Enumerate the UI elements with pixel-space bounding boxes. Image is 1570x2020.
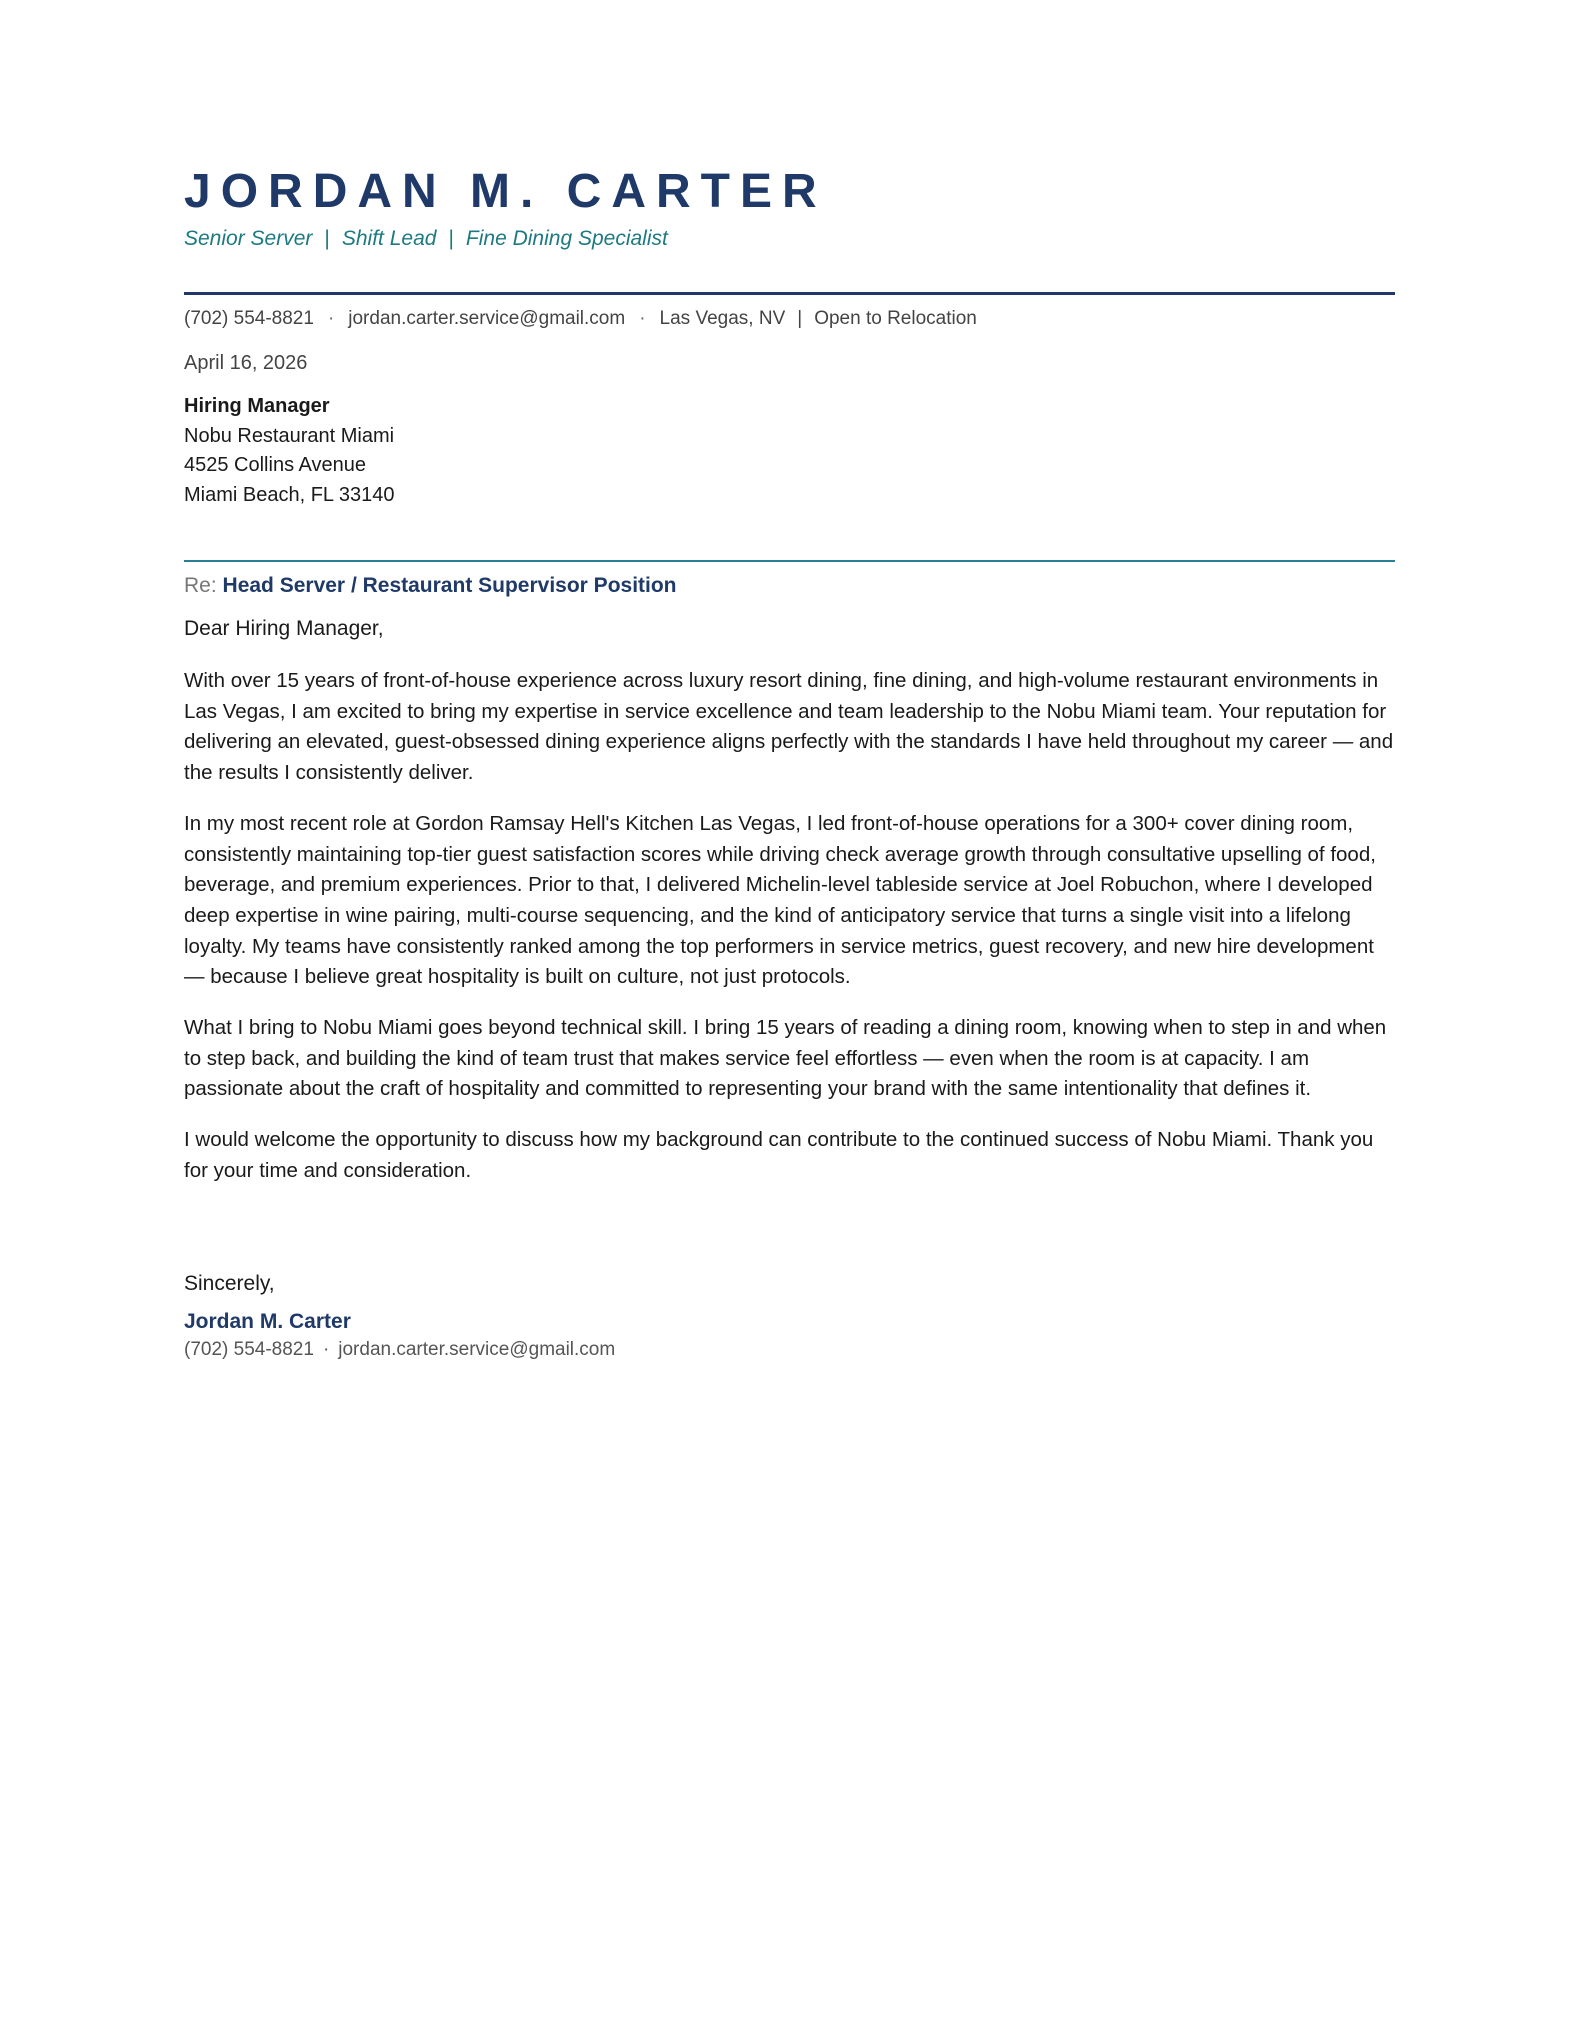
signature-name: Jordan M. Carter (184, 1310, 351, 1333)
title-2: Shift Lead (341, 227, 437, 250)
contact-email: jordan.carter.service@gmail.com (348, 308, 626, 329)
body-paragraph-2: In my most recent role at Gordon Ramsay Hell's Kitchen Las Vegas, I led front-of-house operations for a 300+ cover dining room, consistently maintaining top-tier guest satisfaction scores while driving check average growth through consultative upselling of food, beverage, and premium experiences. Prior to that, I delivered Michelin-level tableside service at Joel Robuchon, where I developed deep expertise in wine pairing, multi-course sequencing, and the kind of anticipatory service that turns a single visit into a lifelong loyalty. My teams have consistently ranked among the top performers in service metrics, guest recovery, and new hire development — because I believe great hospitality is built on culture, not just protocols. (184, 811, 1376, 989)
contact-phone: (702) 554-8821 (184, 308, 314, 329)
subject-line (184, 571, 677, 601)
contact-relocation: Open to Relocation (814, 308, 977, 329)
applicant-name: JORDAN M. CARTER (184, 165, 827, 218)
letter-body (184, 666, 1395, 1207)
contact-bar: | (797, 308, 803, 329)
signature-dot: · (322, 1339, 330, 1360)
body-paragraph-3: What I bring to Nobu Miami goes beyond technical skill. I bring 15 years of reading a dining room, knowing when to step in and when to step back, and building the kind of team trust that makes service feel effortless — even when the room is at capacity. I am passionate about the craft of hospitality and committed to representing your brand with the same intentionality that defines it. (184, 1016, 1387, 1101)
title-1: Senior Server (184, 227, 313, 250)
header-divider (184, 292, 1395, 295)
body-paragraph-4: I would welcome the opportunity to discuss how my background can contribute to the continued success of Nobu Miami. Thank you for your time and consideration. (184, 1128, 1374, 1182)
signature-contact (184, 1337, 615, 1363)
salutation: Dear Hiring Manager, (184, 617, 384, 640)
recipient-block (184, 392, 394, 510)
letter-date: April 16, 2026 (184, 352, 308, 374)
contact-dot: · (327, 308, 335, 329)
body-paragraph-1: With over 15 years of front-of-house experience across luxury resort dining, fine dining, and high-volume restaurant environments in Las Vegas, I am excited to bring my expertise in service excellence and team leadership to the Nobu Miami team. Your reputation for delivering an elevated, guest-obsessed dining experience aligns perfectly with the standards I have held throughout my career — and the results I consistently deliver. (184, 669, 1394, 785)
subject-divider (184, 560, 1395, 562)
closing: Sincerely, (184, 1272, 275, 1295)
subject-text: Head Server / Restaurant Supervisor Position (222, 574, 677, 597)
subject-label: Re: (184, 574, 217, 597)
title-3: Fine Dining Specialist (465, 227, 668, 250)
contact-dot: · (639, 308, 646, 329)
recipient-company: Nobu Restaurant Miami (184, 424, 395, 447)
signature-email: jordan.carter.service@gmail.com (338, 1339, 616, 1360)
recipient-title: Hiring Manager (184, 395, 330, 417)
signature-phone: (702) 554-8821 (184, 1339, 314, 1360)
title-separator: | (448, 227, 454, 250)
contact-location: Las Vegas, NV (659, 308, 786, 329)
recipient-street: 4525 Collins Avenue (184, 454, 366, 476)
contact-line (184, 306, 977, 332)
title-separator: | (324, 227, 330, 250)
applicant-titles (184, 225, 668, 253)
recipient-city: Miami Beach, FL 33140 (184, 483, 395, 506)
